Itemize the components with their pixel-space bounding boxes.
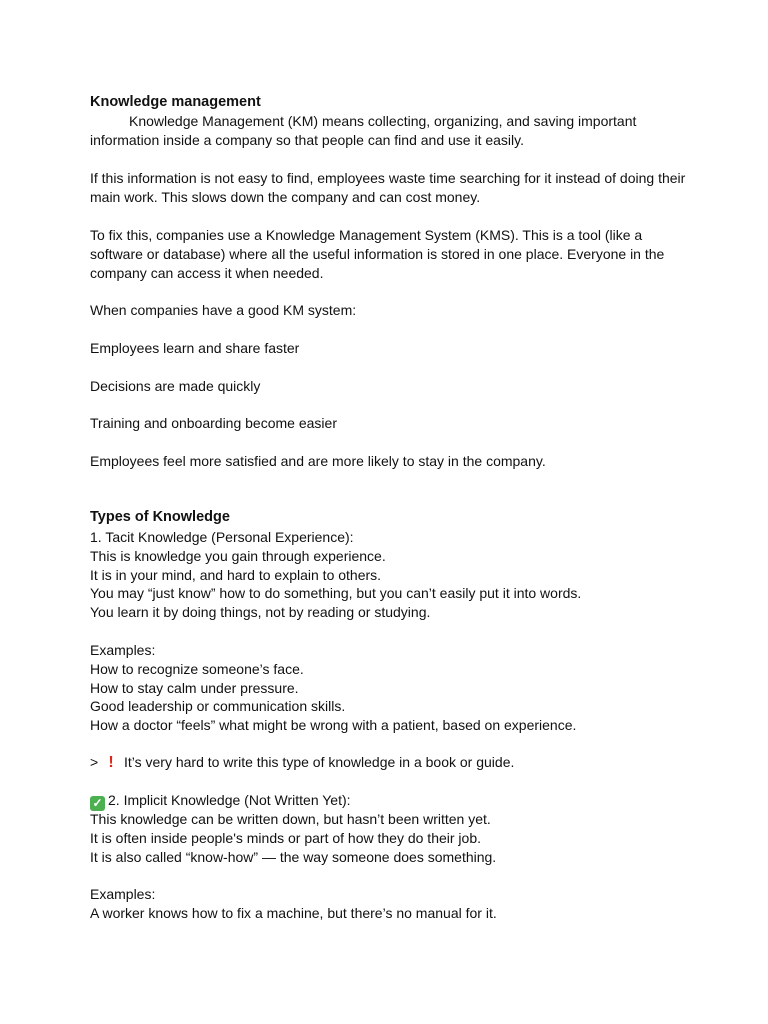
- exclamation-icon: !: [108, 754, 114, 771]
- paragraph-line: If this information is not easy to find, employees waste time searching for it instead of doing their: [90, 170, 686, 186]
- benefit-item: Training and onboarding become easier: [90, 415, 337, 431]
- implicit-examples-label: Examples:: [90, 886, 156, 902]
- implicit-line: It is often inside people's minds or part of how they do their job.: [90, 830, 482, 846]
- intro-paragraph-line: Knowledge Management (KM) means collecting, organizing, and saving important: [129, 113, 637, 129]
- section-title-types-of-knowledge: Types of Knowledge: [90, 509, 230, 525]
- benefits-intro: When companies have a good KM system:: [90, 302, 357, 318]
- intro-paragraph-line: information inside a company so that people can find and use it easily.: [90, 132, 524, 148]
- implicit-line: It is also called “know-how” — the way someone does something.: [90, 849, 497, 865]
- paragraph-line: company can access it when needed.: [90, 265, 324, 281]
- tacit-note-text: It’s very hard to write this type of knowledge in a book or guide.: [123, 754, 515, 770]
- tacit-examples-label: Examples:: [90, 642, 156, 658]
- implicit-example: A worker knows how to fix a machine, but there’s no manual for it.: [90, 905, 497, 921]
- implicit-heading-row: [90, 791, 690, 811]
- section-title-knowledge-management: Knowledge management: [90, 94, 261, 110]
- benefit-item: Decisions are made quickly: [90, 378, 261, 394]
- quote-marker: >: [90, 754, 99, 770]
- tacit-note: [90, 753, 690, 772]
- tacit-line: This is knowledge you gain through experience.: [90, 548, 386, 564]
- paragraph-line: main work. This slows down the company and can cost money.: [90, 189, 481, 205]
- paragraph-line: To fix this, companies use a Knowledge Management System (KMS). This is a tool (like a: [90, 227, 643, 243]
- implicit-line: This knowledge can be written down, but hasn’t been written yet.: [90, 811, 491, 827]
- tacit-example: Good leadership or communication skills.: [90, 698, 346, 714]
- tacit-example: How to stay calm under pressure.: [90, 680, 299, 696]
- tacit-line: You may “just know” how to do something, but you can’t easily put it into words.: [90, 585, 582, 601]
- benefit-item: Employees feel more satisfied and are more likely to stay in the company.: [90, 453, 546, 469]
- tacit-line: It is in your mind, and hard to explain to others.: [90, 567, 382, 583]
- tacit-line: You learn it by doing things, not by reading or studying.: [90, 604, 431, 620]
- check-mark-icon: ✓: [90, 796, 105, 811]
- tacit-example: How to recognize someone’s face.: [90, 661, 304, 677]
- tacit-heading: 1. Tacit Knowledge (Personal Experience):: [90, 529, 354, 545]
- paragraph-line: software or database) where all the useful information is stored in one place. Everyone in the: [90, 246, 665, 262]
- benefit-item: Employees learn and share faster: [90, 340, 300, 356]
- implicit-heading: 2. Implicit Knowledge (Not Written Yet):: [108, 792, 351, 808]
- tacit-example: How a doctor “feels” what might be wrong with a patient, based on experience.: [90, 717, 577, 733]
